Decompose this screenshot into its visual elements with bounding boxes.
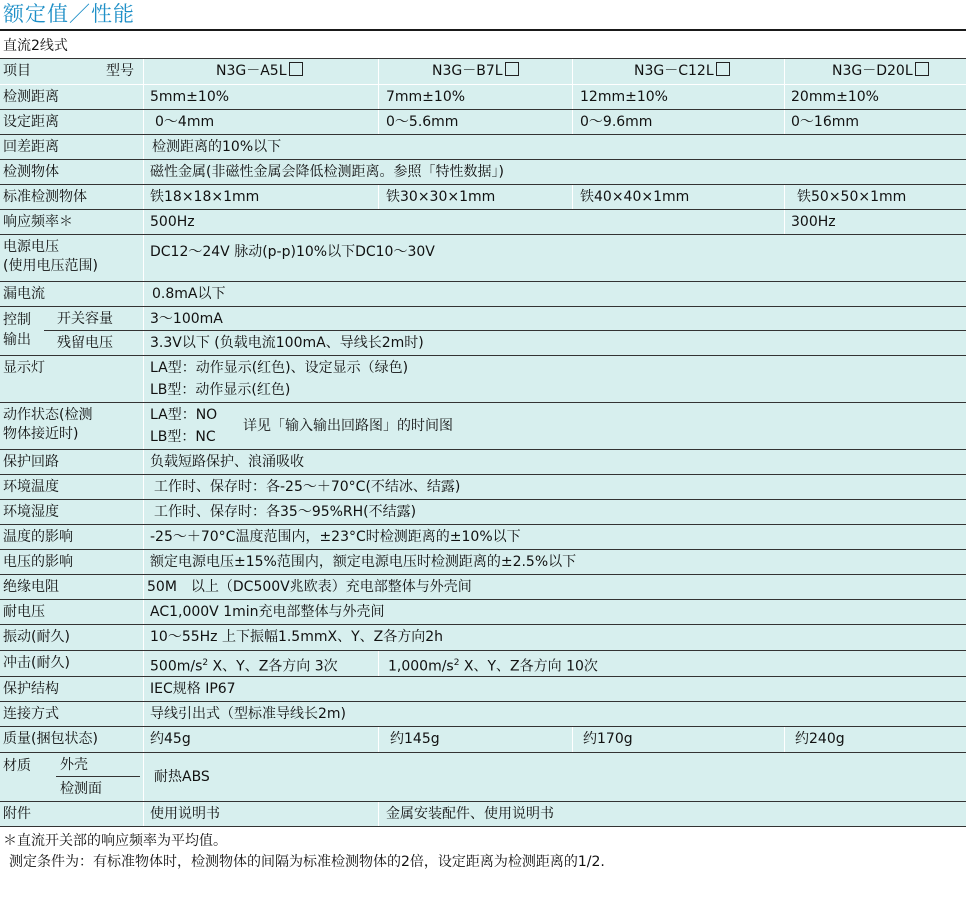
row-temp-influence: 温度的影响 -25～＋70°C温度范围内，±23°C时检测距离的±10%以下 bbox=[0, 524, 966, 549]
group-header-row bbox=[0, 34, 966, 58]
suffix-box-icon bbox=[716, 62, 730, 76]
title-rule bbox=[0, 29, 966, 31]
model-header: 型号 bbox=[106, 63, 134, 79]
row-ambient-humidity: 环境湿度 工作时、保存时：各35～95%RH(不结露) bbox=[0, 499, 966, 524]
row-std-target: 标准检测物体 铁18×18×1mm 铁30×30×1mm 铁40×40×1mm 铁50×50×1mm bbox=[0, 184, 966, 209]
row-leakage: 漏电流 0.8mA以下 bbox=[0, 281, 966, 306]
row-ambient-temp: 环境温度 工作时、保存时：各-25～＋70°C(不结冰、结露) bbox=[0, 474, 966, 499]
row-connection: 连接方式 导线引出式（型标准导线长2m) bbox=[0, 701, 966, 726]
footnote-2-row bbox=[0, 849, 966, 871]
suffix-box-icon bbox=[505, 62, 519, 76]
suffix-box-icon bbox=[915, 62, 929, 76]
model-c12l: N3G－C12L bbox=[634, 59, 730, 84]
model-header-row bbox=[0, 59, 966, 84]
row-response: 响应频率＊ 500Hz 300Hz bbox=[0, 209, 966, 234]
row-vibration: 振动(耐久) 10～55Hz 上下振幅1.5mmX、Y、Z各方向2h bbox=[0, 624, 966, 650]
model-d20l: N3G－D20L bbox=[832, 59, 929, 84]
suffix-box-icon bbox=[289, 62, 303, 76]
page-title: 额定值／性能 bbox=[3, 2, 135, 26]
row-operation: 动作状态(检测 物体接近时) LA型：NO LB型：NC 详见「输入输出回路图」的时间图 bbox=[0, 402, 966, 449]
spec-table bbox=[0, 34, 966, 870]
row-weight: 质量(捆包状态) 约45g 约145g 约170g 约240g bbox=[0, 726, 966, 752]
row-voltage-influence: 电压的影响 额定电源电压±15%范围内，额定电源电压时检测距离的±2.5%以下 bbox=[0, 549, 966, 574]
row-enclosure: 保护结构 IEC规格 IP67 bbox=[0, 676, 966, 701]
model-a5l: N3G－A5L bbox=[216, 59, 303, 84]
row-accessories: 附件 使用说明书 金属安装配件、使用说明书 bbox=[0, 801, 966, 827]
row-detect-distance: 检测距离 5mm±10% 7mm±10% 12mm±10% 20mm±10% bbox=[0, 84, 966, 109]
row-target: 检测物体 磁性金属(非磁性金属会降低检测距离。参照「特性数据」) bbox=[0, 159, 966, 184]
row-shock: 冲击(耐久) $500m/s^2$ X、Y、Z各方向 3次 $1,000m/s^2$ X、Y、Z各方向 10次 bbox=[0, 650, 966, 676]
footnote-2: 测定条件为：有标准物体时，检测物体的间隔为标准检测物体的2倍，设定距离为检测距离的1/2. bbox=[9, 854, 605, 870]
row-power: 电源电压 (使用电压范围) DC12～24V 脉动(p-p)10%以下DC10～30V bbox=[0, 234, 966, 281]
row-protection: 保护回路 负载短路保护、浪涌吸收 bbox=[0, 449, 966, 474]
row-withstand: 耐电压 AC1,000V 1min充电部整体与外壳间 bbox=[0, 599, 966, 624]
item-header: 项目 bbox=[3, 63, 31, 79]
footnote-1: ＊直流开关部的响应频率为平均值。 bbox=[3, 833, 227, 849]
row-material: 材质 外壳 检测面 耐热ABS bbox=[0, 752, 966, 801]
row-set-distance: 设定距离 0～4mm 0～5.6mm 0～9.6mm 0～16mm bbox=[0, 109, 966, 134]
row-control-output: 控制 输出 开关容量 残留电压 3～100mA 3.3V以下 (负载电流100mA、导线长2m时) bbox=[0, 306, 966, 355]
spec-rows bbox=[0, 84, 966, 871]
group-header: 直流2线式 bbox=[3, 38, 68, 54]
footnote-1-row bbox=[0, 827, 966, 849]
row-insulation: 绝缘电阻 50M 以上（DC500V兆欧表）充电部整体与外壳间 bbox=[0, 574, 966, 599]
row-indicator: 显示灯 LA型：动作显示(红色)、设定显示（绿色) LB型：动作显示(红色) bbox=[0, 355, 966, 402]
model-b7l: N3G－B7L bbox=[432, 59, 519, 84]
row-hysteresis: 回差距离 检测距离的10%以下 bbox=[0, 134, 966, 159]
